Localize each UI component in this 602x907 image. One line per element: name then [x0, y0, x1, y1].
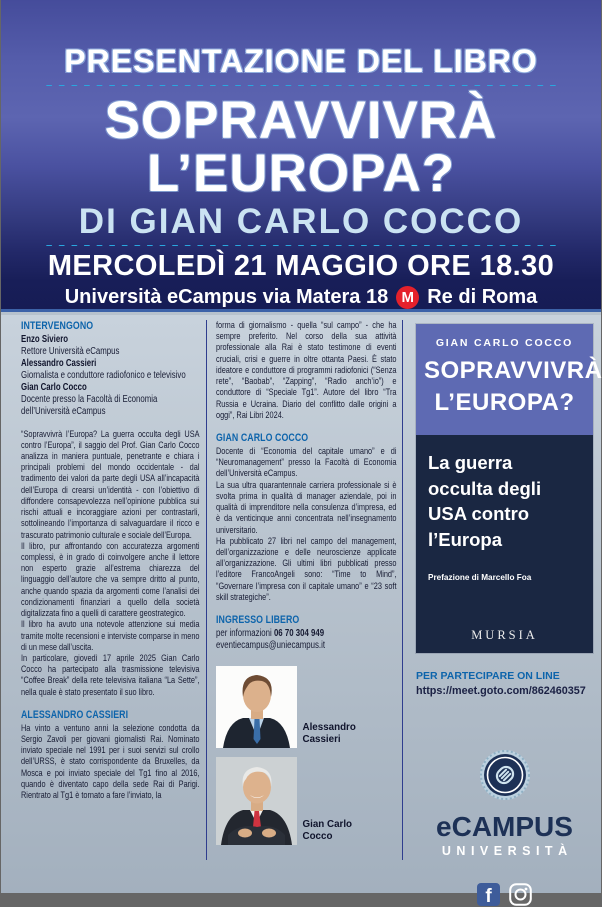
- cassieri-caption: Alessandro Cassieri: [302, 722, 356, 745]
- book-cover-top: [416, 324, 602, 435]
- phone-number: 06 70 304 949: [273, 628, 324, 640]
- facebook-icon[interactable]: f: [477, 883, 500, 906]
- author-byline: DI GIAN CARLO COCCO: [78, 202, 524, 242]
- speaker-name: Alessandro Cassieri: [21, 357, 97, 369]
- speaker-item: [21, 334, 200, 358]
- main-title-line2: L’EUROPA?: [146, 143, 456, 203]
- ecampus-logo: [416, 749, 593, 858]
- flyer: [1, 0, 602, 907]
- body-section: [1, 315, 602, 907]
- info-phone-line: [216, 628, 397, 640]
- ecampus-wordmark: eCAMPUS: [436, 811, 573, 843]
- main-title-line1: SOPRAVVIVRÀ: [104, 91, 498, 151]
- kicker: PRESENTAZIONE DEL LIBRO: [64, 43, 538, 79]
- speaker-item: [21, 382, 200, 418]
- cassieri-bio-part2: forma di giornalismo - quella “sul campo” - che ha sempre preferito. Nel corso della sua attività professionale alla Rai è stato testimone di eventi cruciali, crisi e guerre in oltre ottanta Paesi. È stato ideatore e conduttore di programmi radiofonici (“Senza rete”, “Baobab”, “Zapping”, “Radio anch’io”) e conduttore di “Speciale Tg1”. Autore del libro “Tra Russia e Ucraina. Diario del conflitto dalle origini a oggi”, Rai Libri 2024.: [215, 320, 396, 420]
- ingresso-heading: INGRESSO LIBERO: [215, 614, 299, 627]
- book-publisher: MURSIA: [471, 628, 538, 643]
- review-paragraph: Il libro ha avuto una notevole attenzione sui media tramite molte recensioni e interviste comparse in meno di un mese dall’uscita.: [21, 619, 200, 652]
- cocco-portrait: [216, 757, 297, 845]
- ecampus-universita-label: UNIVERSITÀ: [441, 844, 573, 859]
- info-label: per informazioni: [215, 628, 274, 640]
- participate-url[interactable]: https://meet.goto.com/862460357: [416, 685, 586, 698]
- dotted-separator-top: [45, 85, 557, 86]
- cocco-paragraph: Docente di “Economia del capitale umano” e di “Neuromanagement” presso la Facoltà di Economia dell’Università eCampus.: [215, 445, 396, 479]
- middle-column: [207, 318, 403, 893]
- speaker-item: [21, 358, 200, 382]
- venue-metro-stop: Re di Roma: [427, 285, 538, 308]
- speakers-heading: INTERVENGONO: [21, 320, 94, 332]
- main-title: [104, 91, 498, 203]
- cassieri-heading: ALESSANDRO CASSIERI: [21, 708, 129, 721]
- hero-section: [1, 0, 601, 312]
- left-column: [1, 318, 206, 893]
- cocco-paragraph: Ha pubblicato 27 libri nel campo del management, dell’organizzazione e delle neuroscienze applicate all’organizzazione. Gli ultimi libri pubblicati presso l’editore FrancoAngeli sono: “Time to Mind”, “Governare l’impresa con il capitale umano” e “23 soft skill strategiche”.: [215, 535, 396, 602]
- cassieri-portrait: [216, 666, 297, 748]
- book-subtitle: La guerra occulta degli USA contro l’Europa: [428, 452, 542, 550]
- social-icons: [416, 883, 593, 906]
- cocco-heading: GIAN CARLO COCCO: [215, 431, 308, 444]
- email-address[interactable]: eventiecampus@uniecampus.it: [215, 640, 325, 652]
- book-title: SOPRAVVIVRÀ L’EUROPA?: [424, 357, 602, 416]
- review-paragraph: “Sopravvivrà l’Europa? La guerra occulta degli USA contro l’Europa”, il saggio del Prof. Gian Carlo Cocco analizza in maniera puntuale, penetrante e chiara i principali problemi del mondo occidentale - dal tradimento dei valori da parte degli USA all’incapacità dell’Europa di crearsi un’identità - con l’obiettivo di diffondere consapevolezza nell’opinione pubblica sui rischi attuali e incoraggiare azioni per contrastarli, sottolineando l’importanza di salvaguardare il ricco e trascurato patrimonio culturale e sociale dell’Europa.: [21, 428, 200, 540]
- metro-icon: M: [396, 286, 419, 309]
- participate-online: [416, 670, 593, 697]
- speaker-role: Giornalista e conduttore radiofonico e televisivo: [21, 369, 186, 381]
- speaker-name: Enzo Siviero: [21, 334, 69, 345]
- speaker-role: Docente presso la Facoltà di Economia dell’Università eCampus: [21, 393, 158, 417]
- instagram-icon[interactable]: [509, 883, 532, 906]
- book-author: GIAN CARLO COCCO: [435, 337, 574, 349]
- right-column: [403, 318, 602, 907]
- speaker-role: Rettore Università eCampus: [21, 345, 120, 357]
- venue-address: Università eCampus via Matera 18: [64, 285, 389, 308]
- cassieri-bio-part1: Ha vinto a ventuno anni la selezione condotta da Sergio Zavoli per giovani giornalisti Rai. Nominato inviato speciale nel 1991 per i suoi servizi sul crollo dell’URSS, è stato corrispondente da Bruxelles, da Mosca e poi inviato speciale del Tg1 fino al 2016, quando è diventato capo della sede Rai di Parigi. Rientrato al Tg1 è tornato a fare l’inviato, la: [21, 722, 200, 801]
- book-cover: [416, 324, 602, 653]
- event-date: MERCOLEDÌ 21 MAGGIO ORE 18.30: [47, 250, 555, 283]
- photo-row-cocco: [216, 757, 397, 845]
- book-cover-bottom: [416, 435, 593, 653]
- event-venue: [65, 286, 538, 309]
- speaker-name: Gian Carlo Cocco: [21, 381, 87, 393]
- photo-row-cassieri: [216, 666, 397, 748]
- review-paragraph: Il libro, pur affrontando con accuratezza argomenti complessi, è in grado di coinvolgere anche il lettore non esperto grazie all’estrema chiarezza del linguaggio dell’autore che va sempre dritto al punto, anche quando spazia da argomenti come l’analisi dei condizionamenti finanziari a quello della società digitalizzata fino a quelli di carattere geostrategico.: [21, 540, 200, 619]
- participate-heading: PER PARTECIPARE ON LINE: [416, 670, 560, 683]
- dotted-separator-bottom: [45, 245, 557, 246]
- cocco-caption: Gian Carlo Cocco: [302, 819, 353, 842]
- cocco-paragraph: La sua ultra quarantennale carriera professionale si è svolta prima in qualità di manager aziendale, poi in qualità di imprenditore nella consulenza d’impresa, ed è da venticinque anni concentrata nell’insegnamento universitario.: [215, 479, 396, 535]
- review-paragraph: In particolare, giovedì 17 aprile 2025 Gian Carlo Cocco ha partecipato alla trasmissione televisiva “Coffee Break” della rete televisiva italiana “La Sette”, nella quale è stato presentato il suo libro.: [21, 652, 200, 697]
- book-preface: Prefazione di Marcello Foa: [428, 573, 532, 583]
- ecampus-badge-icon: [479, 749, 531, 801]
